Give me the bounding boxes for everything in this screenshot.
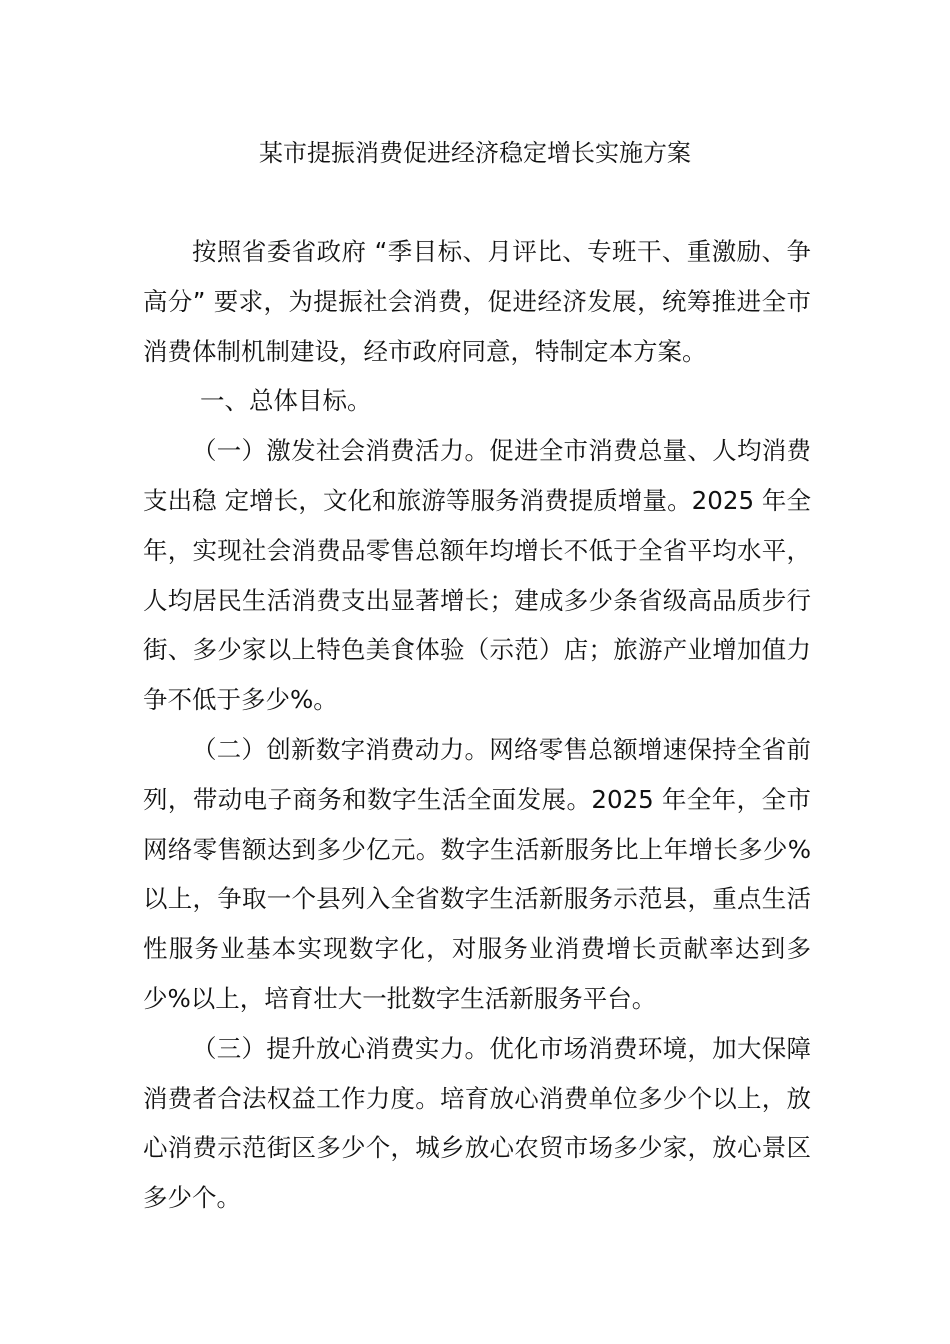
intro-paragraph: 按照省委省政府 “季目标、月评比、专班干、重激励、争高分” 要求，为提振社会消费，促进经济发展，统筹推进全市消费体制机制建设，经市政府同意，特制定本方案。 xyxy=(143,237,811,366)
goal-paragraph-1: （一）激发社会消费活力。促进全市消费总量、人均消费支出稳 定增长，文化和旅游等服务消费提质增量。2025 年全年，实现社会消费品零售总额年均增长不低于全省平均水平，人均居民生活消费支出显著增长；建成多少条省级高品质步行街、多少家以上特色美食体验（示范）店；旅游产业增加值力争不低于多少%。 xyxy=(143,436,811,715)
goal-paragraph-3: （三）提升放心消费实力。优化市场消费环境，加大保障消费者合法权益工作力度。培育放心消费单位多少个以上，放心消费示范街区多少个，城乡放心农贸市场多少家，放心景区多少个。 xyxy=(143,1033,811,1213)
goal-paragraph-2: （二）创新数字消费动力。网络零售总额增速保持全省前列，带动电子商务和数字生活全面发展。2025 年全年，全市网络零售额达到多少亿元。数字生活新服务比上年增长多少%以上，争取一个县列入全省数字生活新服务示范县，重点生活性服务业基本实现数字化，对服务业消费增长贡献率达到多少%以上，培育壮大一批数字生活新服务平台。 xyxy=(143,734,811,1013)
document-title: 某市提振消费促进经济稳定增长实施方案 xyxy=(259,139,691,167)
document-body xyxy=(143,227,811,1223)
section-heading-overall-goals: 一、总体目标。 xyxy=(200,386,372,416)
